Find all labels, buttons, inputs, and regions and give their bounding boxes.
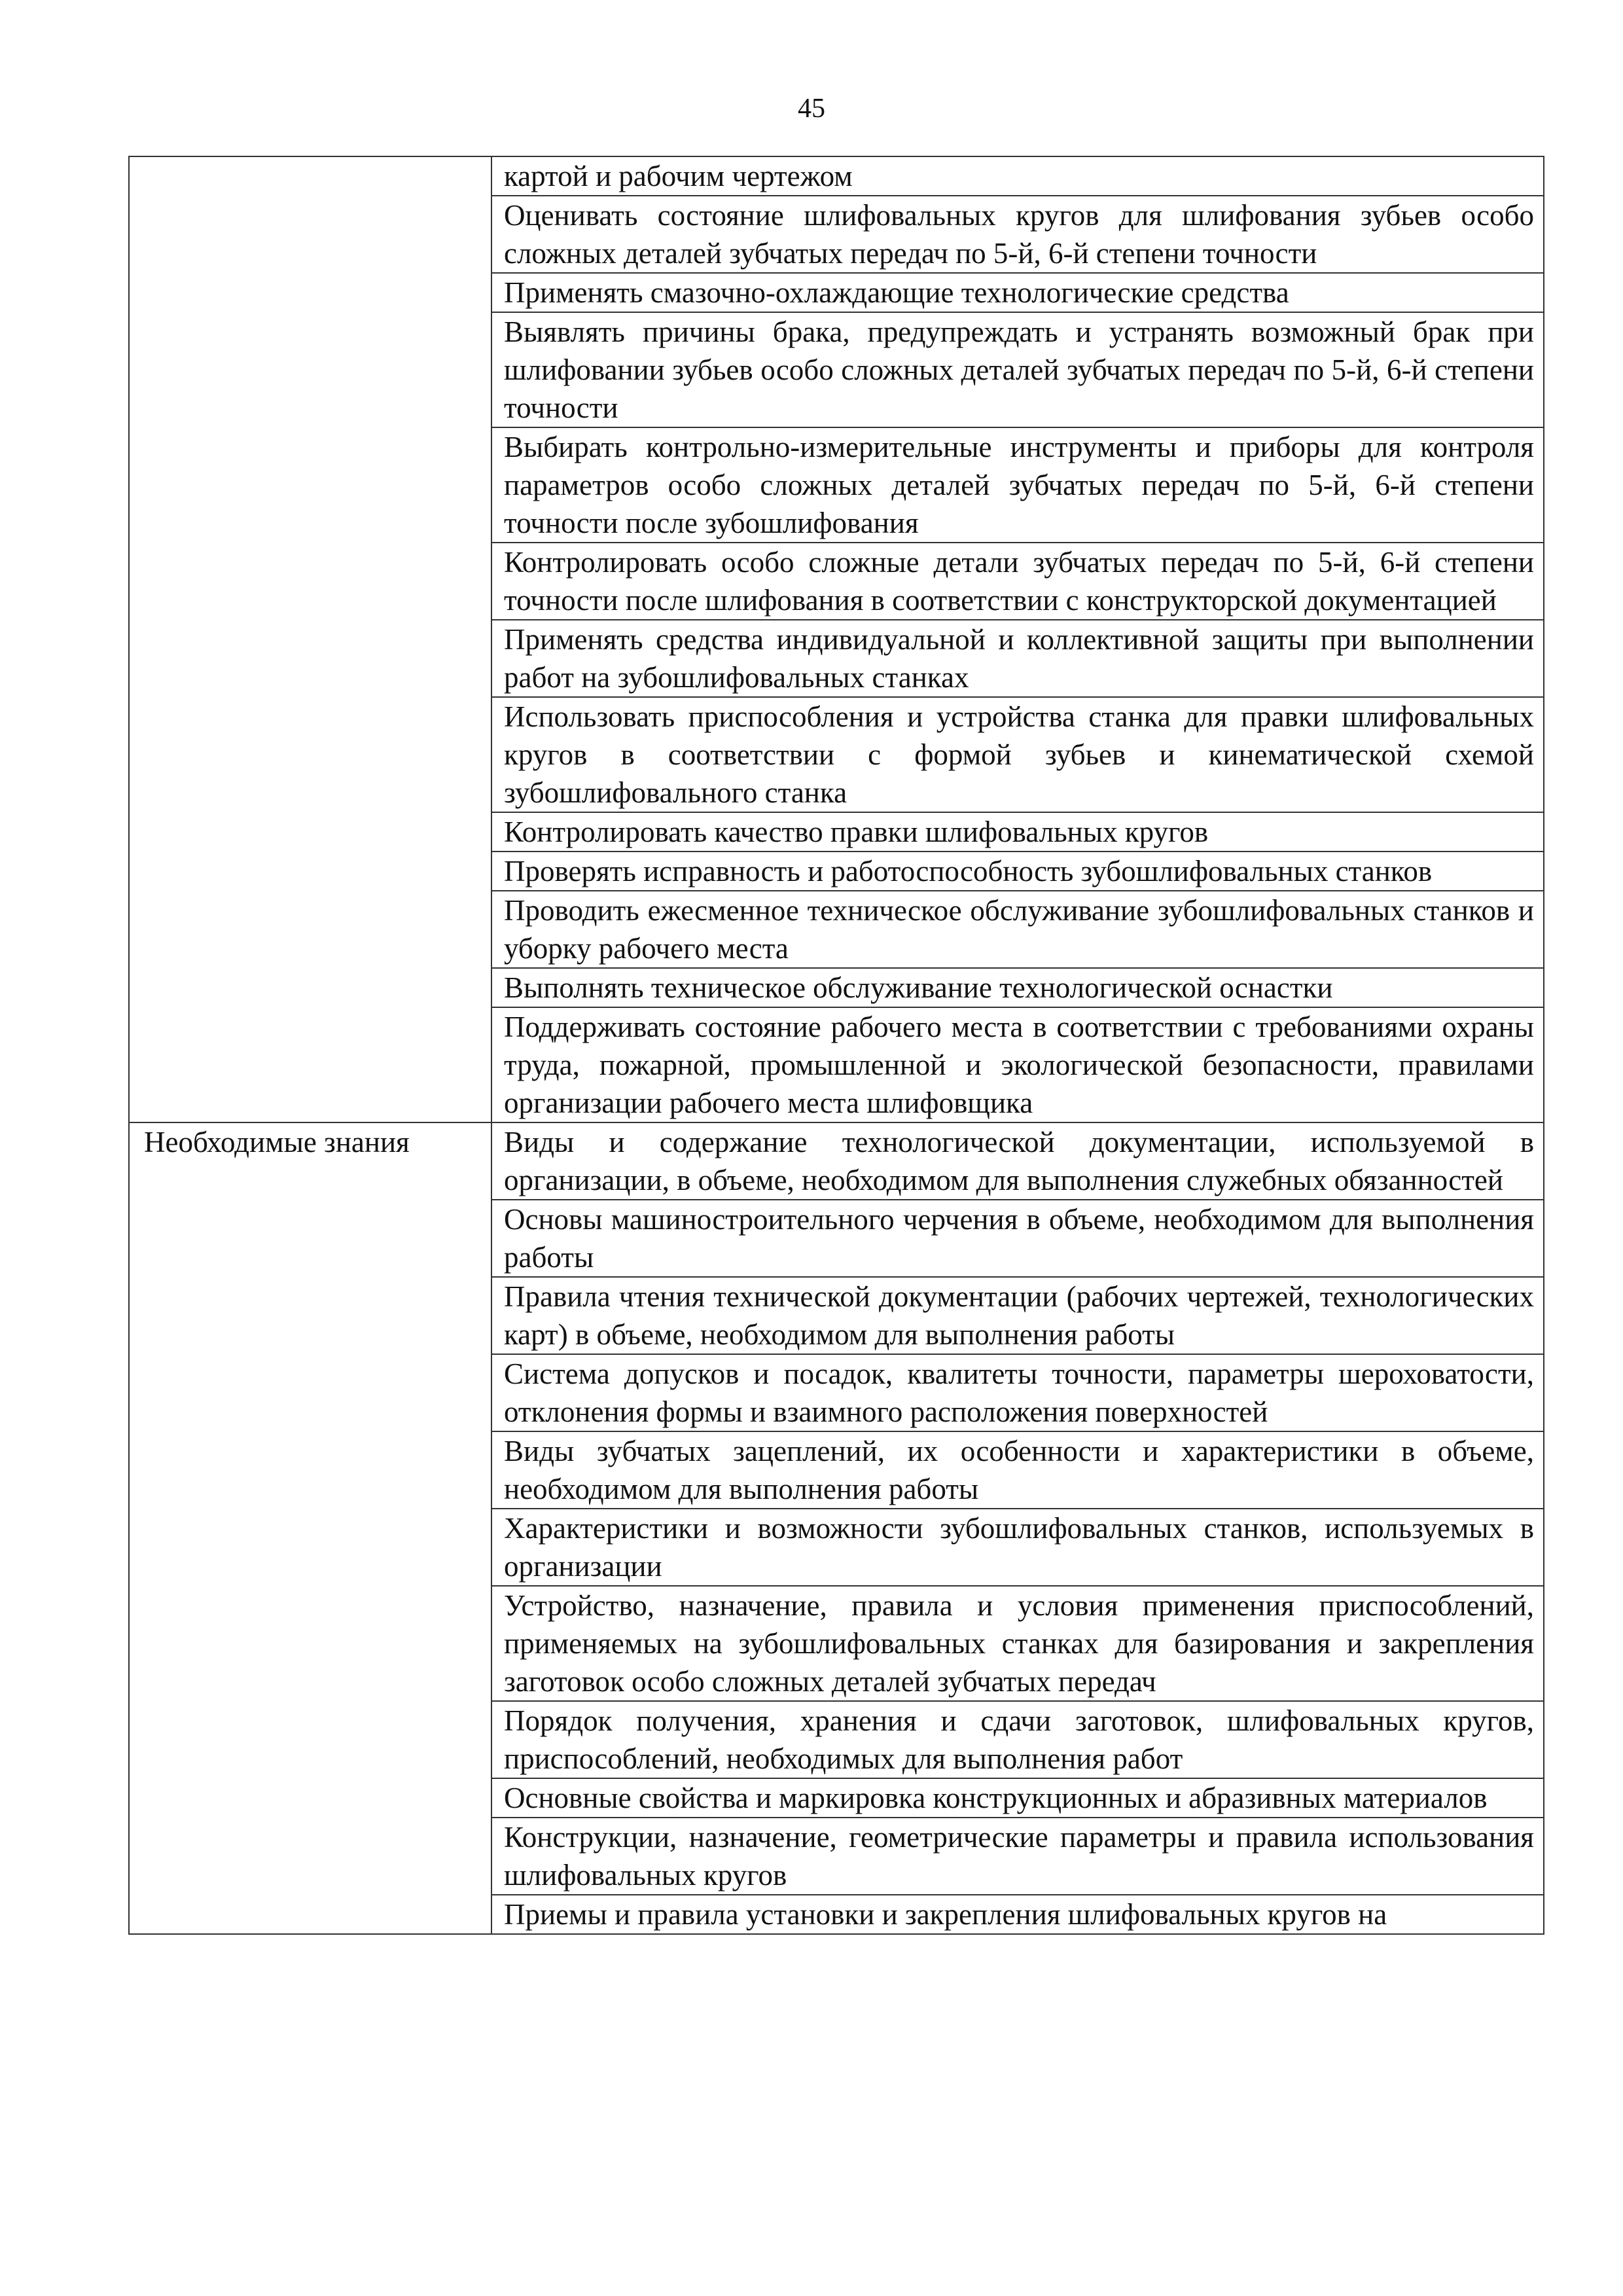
table-row — [129, 1431, 1544, 1509]
requirement-cell: Виды зубчатых зацеплений, их особенности и характеристики в объеме, необходимом для выполнения работы — [491, 1431, 1544, 1509]
category-cell — [129, 1509, 491, 1586]
table-row — [129, 968, 1544, 1007]
table-row — [129, 1586, 1544, 1701]
requirement-cell: Проверять исправность и работоспособность зубошлифовальных станков — [491, 852, 1544, 891]
category-cell — [129, 620, 491, 697]
requirement-cell: Применять средства индивидуальной и коллективной защиты при выполнении работ на зубошлифовальных станках — [491, 620, 1544, 697]
table-row — [129, 1122, 1544, 1200]
requirement-cell: Выполнять техническое обслуживание технологической оснастки — [491, 968, 1544, 1007]
category-cell — [129, 196, 491, 273]
requirement-cell: Проводить ежесменное техническое обслуживание зубошлифовальных станков и уборку рабочего места — [491, 891, 1544, 968]
category-cell — [129, 1277, 491, 1354]
table-row — [129, 1277, 1544, 1354]
category-cell — [129, 852, 491, 891]
category-cell — [129, 1354, 491, 1431]
requirement-cell: Приемы и правила установки и закрепления шлифовальных кругов на — [491, 1895, 1544, 1934]
table-row — [129, 697, 1544, 812]
table-row — [129, 812, 1544, 852]
category-cell — [129, 1586, 491, 1701]
table-row — [129, 1778, 1544, 1818]
requirement-cell: Использовать приспособления и устройства станка для правки шлифовальных кругов в соответствии с формой зубьев и кинематической схемой зубошлифовального станка — [491, 697, 1544, 812]
category-label: Необходимые знания — [129, 1122, 491, 1200]
category-cell — [129, 273, 491, 312]
category-cell — [129, 1431, 491, 1509]
category-cell — [129, 1778, 491, 1818]
category-cell — [129, 891, 491, 968]
table-row — [129, 1354, 1544, 1431]
requirement-cell: Оценивать состояние шлифовальных кругов для шлифования зубьев особо сложных деталей зубчатых передач по 5-й, 6-й степени точности — [491, 196, 1544, 273]
table-row — [129, 1200, 1544, 1277]
requirement-cell: Поддерживать состояние рабочего места в соответствии с требованиями охраны труда, пожарной, промышленной и экологической безопасности, правилами организации рабочего места шлифовщика — [491, 1007, 1544, 1122]
requirement-cell: Выявлять причины брака, предупреждать и устранять возможный брак при шлифовании зубьев особо сложных деталей зубчатых передач по 5-й, 6-й степени точности — [491, 312, 1544, 427]
requirement-cell: Виды и содержание технологической документации, используемой в организации, в объеме, необходимом для выполнения служебных обязанностей — [491, 1122, 1544, 1200]
category-cell — [129, 1701, 491, 1778]
requirement-cell: Контролировать качество правки шлифовальных кругов — [491, 812, 1544, 852]
category-cell — [129, 812, 491, 852]
requirement-cell: Конструкции, назначение, геометрические параметры и правила использования шлифовальных кругов — [491, 1818, 1544, 1895]
requirement-cell: Выбирать контрольно-измерительные инструменты и приборы для контроля параметров особо сложных деталей зубчатых передач по 5-й, 6-й степени точности после зубошлифования — [491, 427, 1544, 543]
table-row — [129, 156, 1544, 196]
skills-table-body — [129, 156, 1544, 1934]
page-number: 45 — [798, 94, 825, 124]
requirement-cell: Контролировать особо сложные детали зубчатых передач по 5-й, 6-й степени точности после шлифования в соответствии с конструкторской документацией — [491, 543, 1544, 620]
requirement-cell: Порядок получения, хранения и сдачи заготовок, шлифовальных кругов, приспособлений, необходимых для выполнения работ — [491, 1701, 1544, 1778]
category-cell — [129, 312, 491, 427]
table-row — [129, 852, 1544, 891]
requirement-cell: Основы машиностроительного черчения в объеме, необходимом для выполнения работы — [491, 1200, 1544, 1277]
category-cell — [129, 1007, 491, 1122]
table-row — [129, 1007, 1544, 1122]
skills-table — [128, 156, 1544, 1935]
category-cell — [129, 1200, 491, 1277]
table-row — [129, 1701, 1544, 1778]
table-row — [129, 543, 1544, 620]
requirement-cell: Устройство, назначение, правила и условия применения приспособлений, применяемых на зубошлифовальных станках для базирования и закрепления заготовок особо сложных деталей зубчатых передач — [491, 1586, 1544, 1701]
table-row — [129, 427, 1544, 543]
category-cell — [129, 1818, 491, 1895]
category-cell — [129, 1895, 491, 1934]
requirement-cell: Применять смазочно-охлаждающие технологические средства — [491, 273, 1544, 312]
table-row — [129, 196, 1544, 273]
requirement-cell: Правила чтения технической документации (рабочих чертежей, технологических карт) в объеме, необходимом для выполнения работы — [491, 1277, 1544, 1354]
table-row — [129, 273, 1544, 312]
category-cell — [129, 427, 491, 543]
requirement-cell: Основные свойства и маркировка конструкционных и абразивных материалов — [491, 1778, 1544, 1818]
table-row — [129, 1818, 1544, 1895]
table-row — [129, 312, 1544, 427]
table-row — [129, 620, 1544, 697]
table-row — [129, 1509, 1544, 1586]
requirement-cell: Система допусков и посадок, квалитеты точности, параметры шероховатости, отклонения формы и взаимного расположения поверхностей — [491, 1354, 1544, 1431]
category-cell — [129, 697, 491, 812]
requirement-cell: картой и рабочим чертежом — [491, 156, 1544, 196]
category-cell — [129, 156, 491, 196]
category-cell — [129, 543, 491, 620]
category-cell — [129, 968, 491, 1007]
requirement-cell: Характеристики и возможности зубошлифовальных станков, используемых в организации — [491, 1509, 1544, 1586]
table-row — [129, 1895, 1544, 1934]
table-row — [129, 891, 1544, 968]
